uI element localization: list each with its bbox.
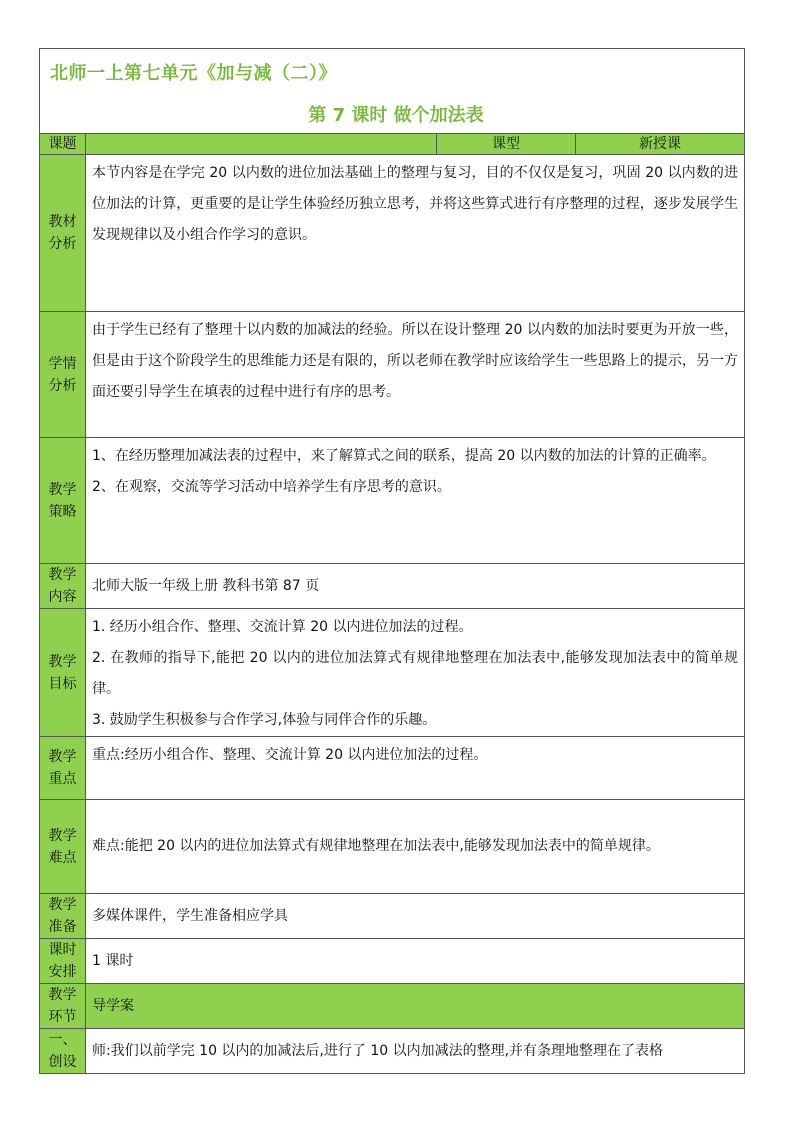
row-label: 教学 策略 xyxy=(40,438,86,564)
paragraph: 1 课时 xyxy=(92,952,134,969)
paragraph: 多媒体课件，学生准备相应学具 xyxy=(92,907,288,924)
row-textbook-analysis xyxy=(40,155,745,312)
paragraph: 1、在经历整理加减法表的过程中，来了解算式之间的联系，提高 20 以内数的加法的计算的正确率。 xyxy=(92,448,716,464)
type-value: 新授课 xyxy=(576,134,745,155)
row-label: 一、 创设 xyxy=(40,1029,86,1074)
row-section-one xyxy=(40,1029,745,1074)
row-preparation xyxy=(40,894,745,939)
paragraph: 北师大版一年级上册 教科书第 87 页 xyxy=(92,577,320,594)
row-key-points xyxy=(40,737,745,800)
row-label: 教学 目标 xyxy=(40,609,86,737)
row-content xyxy=(86,438,745,564)
row-label: 教学 难点 xyxy=(40,800,86,894)
header-row xyxy=(40,134,745,155)
title-block xyxy=(40,49,745,134)
row-content xyxy=(86,609,745,737)
paragraph: 1. 经历小组合作、整理、交流计算 20 以内进位加法的过程。 xyxy=(92,619,473,635)
row-content xyxy=(86,894,745,939)
row-label: 教材 分析 xyxy=(40,155,86,312)
row-content xyxy=(86,155,745,312)
row-label: 教学 重点 xyxy=(40,737,86,800)
row-label: 学情 分析 xyxy=(40,312,86,438)
row-label: 教学 内容 xyxy=(40,564,86,609)
document-title: 北师一上第七单元《加与减（二）》 xyxy=(50,63,337,84)
lesson-title: 第 7 课时 做个加法表 xyxy=(308,105,484,126)
paragraph: 导学案 xyxy=(92,997,134,1014)
row-content xyxy=(86,939,745,984)
row-label: 教学 准备 xyxy=(40,894,86,939)
paragraph: 师:我们以前学完 10 以内的加减法后,进行了 10 以内加减法的整理,并有条理地整理在了表格 xyxy=(92,1042,664,1059)
paragraph: 重点:经历小组合作、整理、交流计算 20 以内进位加法的过程。 xyxy=(92,747,488,763)
paragraph: 2. 在教师的指导下,能把 20 以内的进位加法算式有规律地整理在加法表中,能够发现加法表中的简单规律。 xyxy=(92,650,738,697)
row-teaching-strategy xyxy=(40,438,745,564)
row-label: 课时 安排 xyxy=(40,939,86,984)
paragraph: 2、在观察，交流等学习活动中培养学生有序思考的意识。 xyxy=(92,479,451,495)
lesson-plan-table xyxy=(39,48,745,1074)
topic-label: 课题 xyxy=(40,134,86,155)
row-teaching-stage xyxy=(40,984,745,1029)
type-label: 课型 xyxy=(437,134,576,155)
row-teaching-goals xyxy=(40,609,745,737)
row-label: 教学 环节 xyxy=(40,984,86,1029)
row-difficult-points xyxy=(40,800,745,894)
paragraph: 本节内容是在学完 20 以内数的进位加法基础上的整理与复习，目的不仅仅是复习，巩固 20 以内数的进位加法的计算，更重要的是让学生体验经历独立思考，并将这些算式进行有序整理的过程，逐步发展学生发现规律以及小组合作学习的意识。 xyxy=(92,165,738,243)
row-content xyxy=(86,984,745,1029)
row-content xyxy=(86,737,745,800)
paragraph: 由于学生已经有了整理十以内数的加减法的经验。所以在设计整理 20 以内数的加法时要更为开放一些，但是由于这个阶段学生的思维能力还是有限的，所以老师在教学时应该给学生一些思路上的提示，另一方面还要引导学生在填表的过程中进行有序的思考。 xyxy=(92,322,738,400)
row-class-hours xyxy=(40,939,745,984)
row-content xyxy=(86,800,745,894)
row-teaching-content xyxy=(40,564,745,609)
paragraph: 3. 鼓励学生积极参与合作学习,体验与同伴合作的乐趣。 xyxy=(92,712,437,728)
row-student-analysis xyxy=(40,312,745,438)
paragraph: 难点:能把 20 以内的进位加法算式有规律地整理在加法表中,能够发现加法表中的简单规律。 xyxy=(92,838,660,854)
row-content xyxy=(86,1029,745,1074)
row-content xyxy=(86,312,745,438)
row-content xyxy=(86,564,745,609)
topic-value xyxy=(86,134,437,155)
